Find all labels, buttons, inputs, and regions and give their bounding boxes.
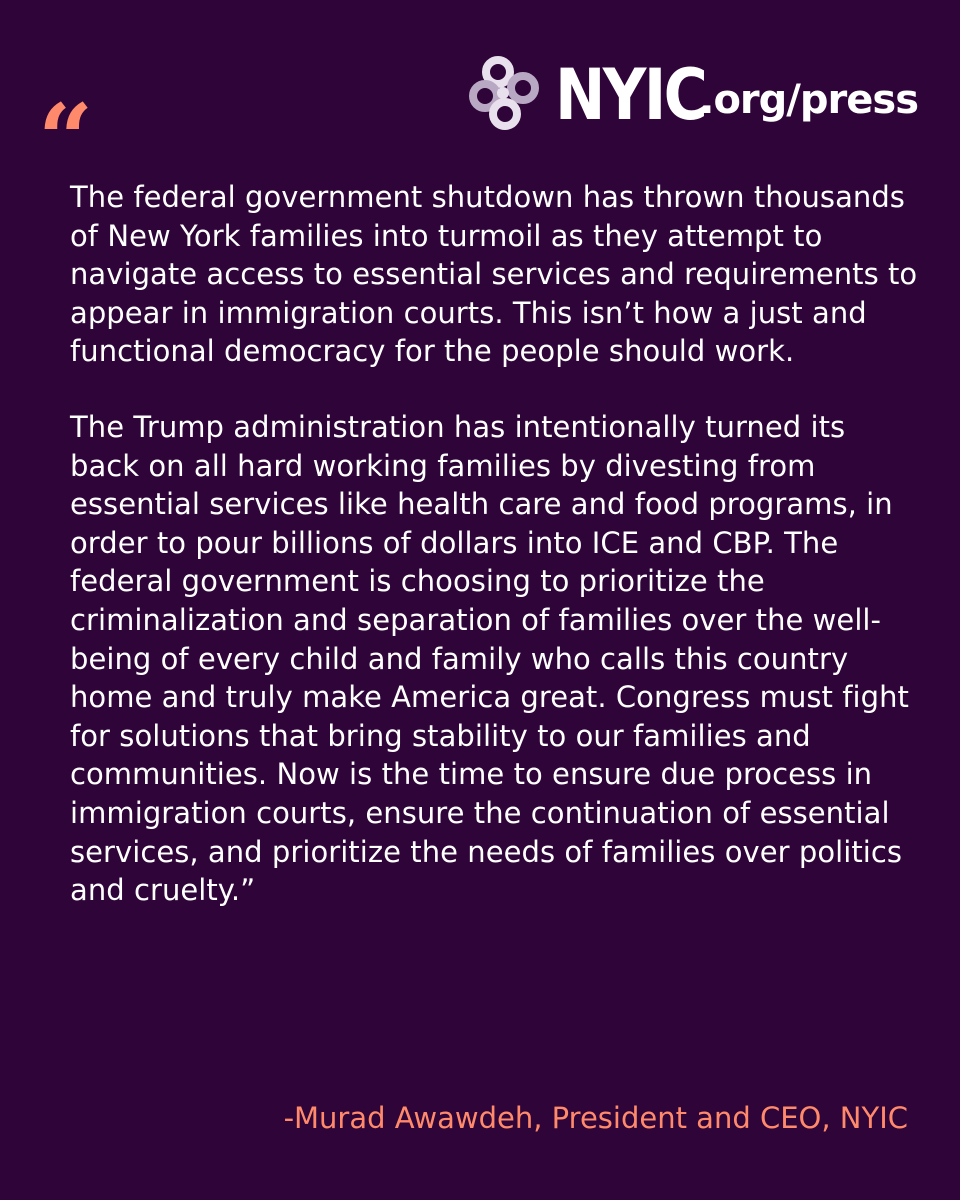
quote-paragraph: The Trump administration has intentionally turned its back on all hard working families by divesting from essential services like health care and food programs, in order to pour billions of dollars into ICE and CBP. The federal government is choosing to prioritize the criminalization and separation of families over the well-being of every child and family who calls this country home and truly make America great. Congress must fight for solutions that bring stability to our families and communities. Now is the time to ensure due process in immigration courts, ensure the continuation of essential services, and prioritize the needs of families over politics and cruelty.” xyxy=(70,409,909,908)
open-quote-icon: “ xyxy=(38,83,94,196)
quote-paragraph: The federal government shutdown has thrown thousands of New York families into turmoil as they attempt to navigate access to essential services and requirements to appear in immigration courts. This isn’t how a just and functional democracy for the people should work. xyxy=(70,180,918,369)
quote-body xyxy=(70,178,920,947)
quote-attribution: -Murad Awawdeh, President and CEO, NYIC xyxy=(283,1101,908,1135)
nyic-logo xyxy=(465,54,918,134)
logo-wordmark: NYIC xyxy=(554,54,705,136)
interlocking-rings-logo-icon xyxy=(465,54,545,134)
logo-url-suffix: .org/press xyxy=(699,77,918,123)
